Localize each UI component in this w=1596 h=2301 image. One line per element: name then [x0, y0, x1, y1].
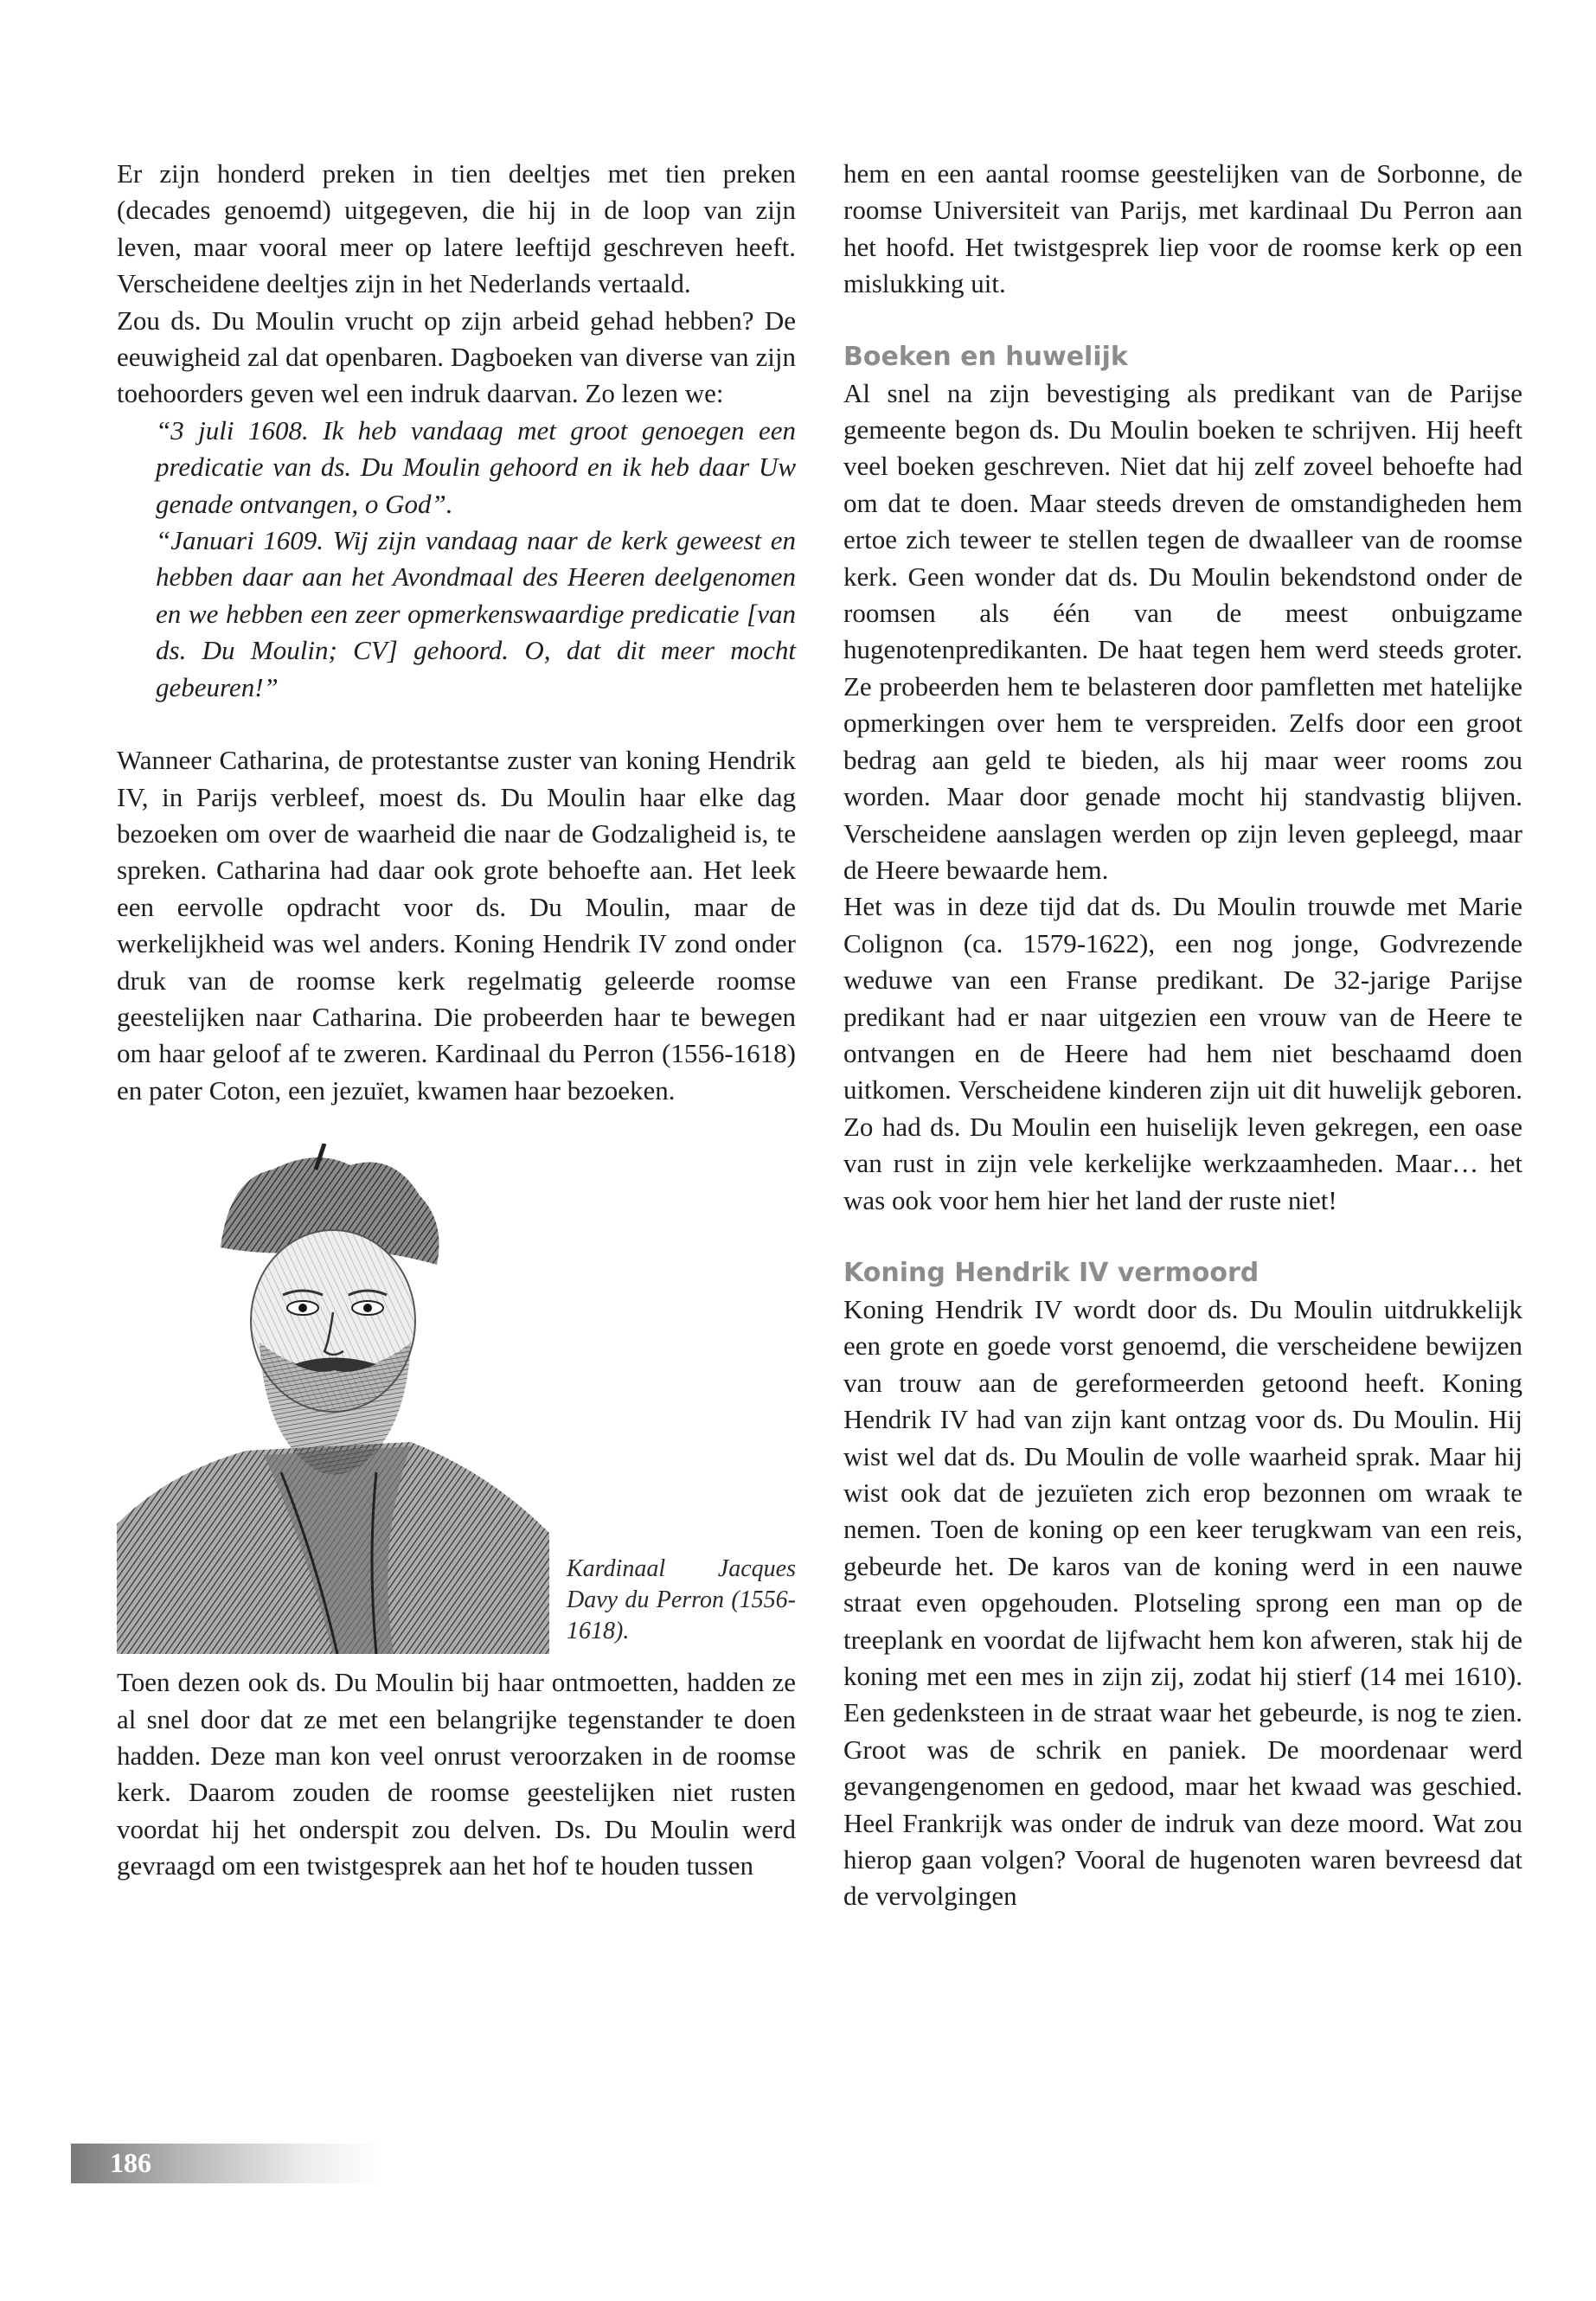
figure-caption: Kardinaal Jacques Davy du Perron (1556-1618).	[567, 1555, 796, 1645]
paragraph: Er zijn honderd preken in tien deeltjes met tien preken (decades genoemd) uitgegeven, die hij in de loop van zijn leven, maar vooral meer op latere leeftijd geschreven heeft. Verscheidene deeltjes zijn in het Nederlands vertaald.	[117, 158, 796, 299]
paragraph: Zou ds. Du Moulin vrucht op zijn arbeid gehad hebben? De eeuwigheid zal dat openbaren. Dagboeken van diverse van zijn toehoorders geven wel een indruk daarvan. Zo lezen we:	[117, 304, 796, 409]
paragraph: Al snel na zijn bevestiging als predikant van de Parijse gemeente begon ds. Du Moulin boeken te schrijven. Hij heeft veel boeken geschreven. Niet dat hij zelf zoveel behoefte had om dat te doen. Maar steeds dreven de omstandigheden hem ertoe zich teweer te stellen tegen de dwaalleer van de roomse kerk. Geen wonder dat ds. Du Moulin bekendstond onder de roomsen als één van de meest onbuigzame hugenotenpredikanten. De haat tegen hem werd steeds groter. Ze probeerden hem te belasteren door pamfletten met hatelijke opmerkingen over hem te verspreiden. Zelfs door een groot bedrag aan geld te bieden, als hij maar weer rooms zou worden. Maar door genade mocht hij standvastig blijven. Verscheidene aanslagen werden op zijn leven gepleegd, maar de Heere bewaarde hem.	[843, 377, 1522, 885]
paragraph: Wanneer Catharina, de protestantse zuster van koning Hendrik IV, in Parijs verbleef, moest ds. Du Moulin haar elke dag bezoeken om over de waarheid die naar de Godzaligheid is, te spreken. Catharina had daar ook grote behoefte aan. Het leek een eervolle opdracht voor ds. Du Moulin, maar de werkelijkheid was wel anders. Koning Hendrik IV zond onder druk van de roomse kerk regelmatig geleerde roomse geestelijken naar Catharina. Die probeerden haar te bewegen om haar geloof af te zweren. Kardinaal du Perron (1556-1618) en pater Coton, een jezuïet, kwamen haar bezoeken.	[117, 745, 796, 1106]
page-number: 186	[110, 2147, 151, 2178]
left-column	[117, 156, 796, 1885]
section-heading: Boeken en huwelijk	[843, 341, 1128, 372]
paragraph: Toen dezen ook ds. Du Moulin bij haar ontmoetten, hadden ze al snel door dat ze met een belangrijke tegenstander te doen hadden. Deze man kon veel onrust veroorzaken in de roomse kerk. Daarom zouden de roomse geestelijken niet rusten voordat hij het onderspit zou delven. Ds. Du Moulin werd gevraagd om een twistgesprek aan het hof te houden tussen	[117, 1667, 796, 1881]
portrait-engraving	[117, 1144, 549, 1654]
paragraph: Koning Hendrik IV wordt door ds. Du Moulin uitdrukkelijk een grote en goede vorst genoemd, die verscheidene bewijzen van trouw aan de gereformeerden getoond heeft. Koning Hendrik IV had van zijn kant ontzag voor ds. Du Moulin. Hij wist wel dat ds. Du Moulin de volle waarheid sprak. Maar hij wist ook dat de jezuïeten zich erop bezonnen om wraak te nemen. Toen de koning op een keer terugkwam van een reis, gebeurde het. De karos van de koning werd in een nauwe straat even opgehouden. Plotseling sprong een man op de treeplank en voordat de lijfwacht hem kon afweren, stak hij de koning met een mes in zijn zij, zodat hij stierf (14 mei 1610). Een gedenksteen in de straat waar het gebeurde, is nog te zien. Groot was de schrik en paniek. De moordenaar werd gevangengenomen en gedood, maar het kwaad was geschied. Heel Frankrijk was onder de indruk van deze moord. Wat zou hierop gaan volgen? Vooral de hugenoten waren bevreesd dat de vervolgingen	[843, 1293, 1522, 1912]
paragraph: hem en een aantal roomse geestelijken van de Sorbonne, de roomse Universiteit van Parijs, met kardinaal Du Perron aan het hoofd. Het twistgesprek liep voor de roomse kerk op een mislukking uit.	[843, 158, 1522, 299]
quote: “3 juli 1608. Ik heb vandaag met groot genoegen een predicatie van ds. Du Moulin gehoord en ik heb daar Uw genade ontvangen, o God”.	[156, 414, 796, 519]
portrait-figure	[117, 1144, 796, 1654]
quote: “Januari 1609. Wij zijn vandaag naar de kerk geweest en hebben daar aan het Avondmaal des Heeren deelgenomen en we hebben een zeer opmerkenswaardige predicatie [van ds. Du Moulin; CV] gehoord. O, dat dit meer mocht gebeuren!”	[156, 525, 796, 702]
right-column	[843, 156, 1522, 1915]
section-heading: Koning Hendrik IV vermoord	[843, 1257, 1259, 1288]
paragraph: Het was in deze tijd dat ds. Du Moulin trouwde met Marie Colignon (ca. 1579-1622), een nog jonge, Godvrezende weduwe van een Franse predikant. De 32-jarige Parijse predikant had er naar uitgezien een vrouw van de Heere te ontvangen en de Heere had hem niet beschaamd doen uitkomen. Verscheidene kinderen zijn uit dit huwelijk geboren. Zo had ds. Du Moulin een huiselijk leven gekregen, een oase van rust in zijn vele kerkelijke werkzaamheden. Maar… het was ook voor hem hier het land der ruste niet!	[843, 891, 1522, 1215]
page-number-bar	[71, 2144, 382, 2183]
